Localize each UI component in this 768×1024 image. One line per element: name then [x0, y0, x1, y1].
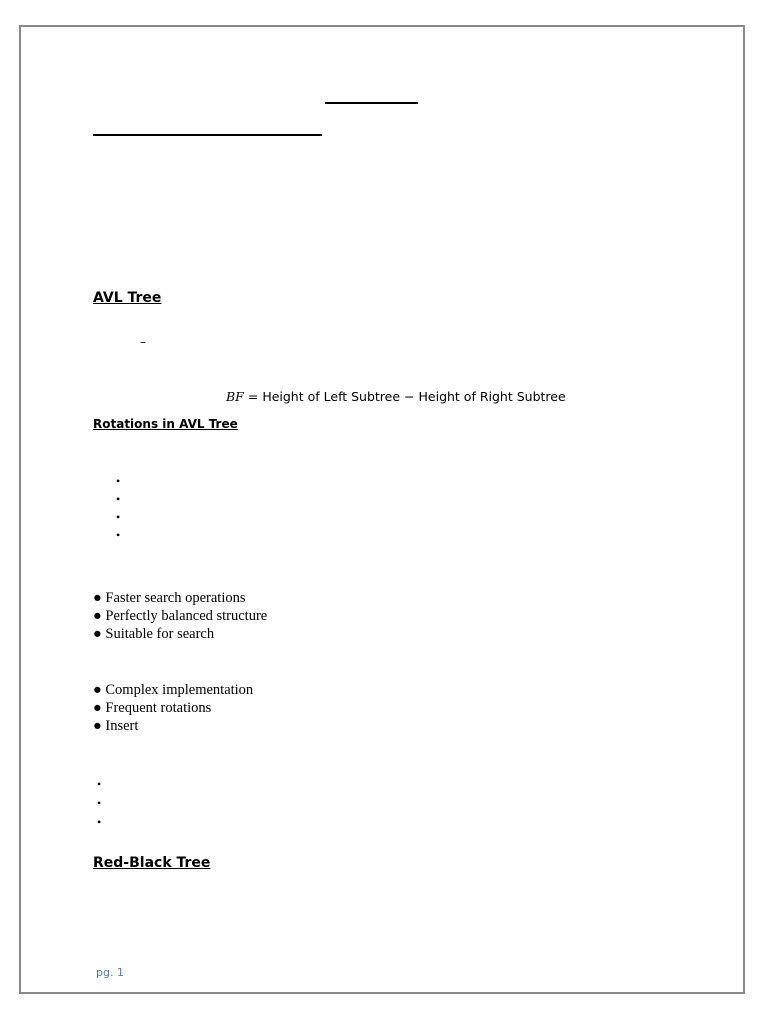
rotations-heading: Rotations in AVL Tree	[93, 417, 238, 431]
list-item: ● Faster search operations	[93, 590, 246, 606]
list-item: ● Complex implementation	[93, 682, 254, 698]
advantage-text: Faster search operations	[105, 590, 246, 606]
title-underline	[325, 102, 418, 104]
advantage-text: Suitable for search	[105, 626, 215, 642]
formula-lhs: BF	[226, 389, 244, 404]
rotation-bullet: •	[116, 492, 121, 506]
rotation-bullet: •	[116, 510, 121, 524]
application-bullet: •	[97, 815, 102, 829]
formula-minus: −	[404, 389, 415, 404]
formula-equals: =	[247, 389, 259, 404]
disadvantage-text: Frequent rotations	[105, 700, 212, 716]
page-number: pg. 1	[96, 966, 124, 979]
advantages-list	[93, 589, 267, 643]
balance-factor-formula	[226, 389, 566, 404]
list-item: ● Insert	[93, 718, 139, 734]
rotation-bullet: •	[116, 528, 121, 542]
list-item: ● Perfectly balanced structure	[93, 608, 268, 624]
formula-right-term: Height of Right Subtree	[418, 389, 566, 404]
document-page	[19, 25, 745, 994]
list-item: ● Suitable for search	[93, 626, 215, 642]
disadvantage-text: Insert	[105, 718, 139, 734]
definition-dash: –	[140, 335, 146, 349]
subtitle-underline	[93, 134, 322, 136]
formula-left-term: Height of Left Subtree	[262, 389, 401, 404]
disadvantage-text: Complex implementation	[105, 682, 254, 698]
avl-tree-heading: AVL Tree	[93, 290, 162, 306]
rotation-bullet: •	[116, 474, 121, 488]
red-black-tree-heading: Red-Black Tree	[93, 855, 211, 871]
application-bullet: •	[97, 796, 102, 810]
disadvantages-list	[93, 681, 253, 735]
list-item: ● Frequent rotations	[93, 700, 212, 716]
advantage-text: Perfectly balanced structure	[105, 608, 268, 624]
application-bullet: •	[97, 777, 102, 791]
